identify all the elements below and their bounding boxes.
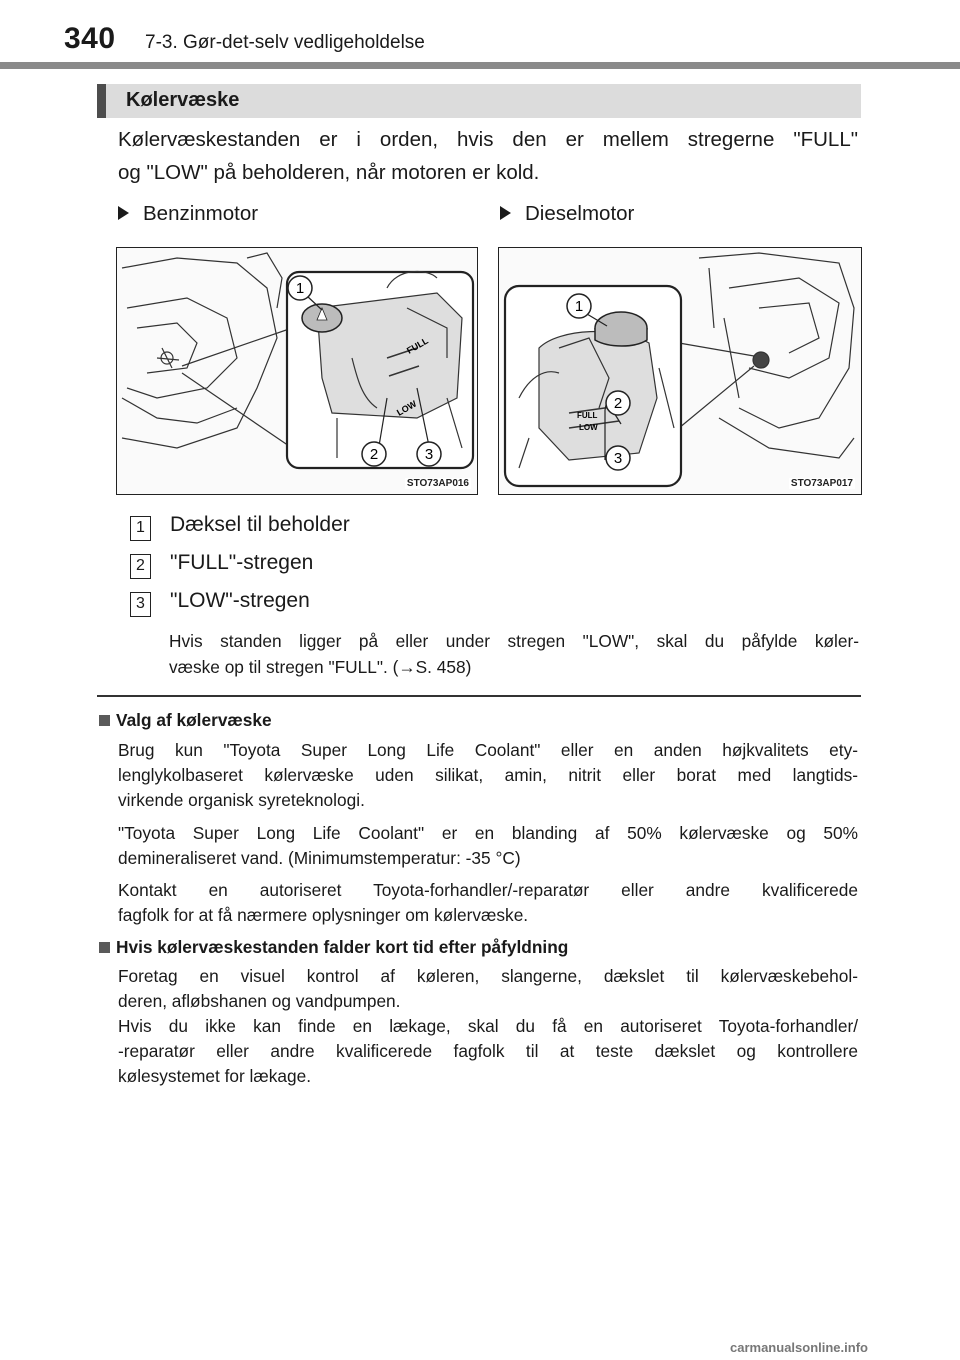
paragraph-line: demineraliseret vand. (Minimumstemperatur: -35 °C) xyxy=(118,848,521,868)
marker-3-label: 3 xyxy=(424,446,434,463)
callout-text: "LOW"-stregen xyxy=(170,589,310,612)
marker-1-label: 1 xyxy=(295,280,305,297)
level-drop-title: Hvis kølervæskestanden falder kort tid efter påfyldning xyxy=(116,937,569,957)
intro-paragraph xyxy=(118,123,858,189)
petrol-engine-label: Benzinmotor xyxy=(143,202,259,225)
section-bar xyxy=(97,84,861,118)
callout-number: 2 xyxy=(130,554,151,579)
petrol-engine-heading xyxy=(118,202,258,226)
coolant-choice-paragraph-1 xyxy=(118,738,858,813)
coolant-choice-heading xyxy=(99,710,272,731)
square-bullet-icon xyxy=(99,942,110,953)
figure-code: STO73AP017 xyxy=(790,478,853,489)
paragraph-line: deren, afløbshanen og vandpumpen. xyxy=(118,991,401,1011)
callout-number: 1 xyxy=(130,516,151,541)
diesel-engine-illustration xyxy=(499,248,861,494)
paragraph-line: -reparatør eller andre kvalificerede fagfolk til at teste dækslet og kontrollere xyxy=(118,1041,858,1061)
square-bullet-icon xyxy=(99,715,110,726)
marker-2-label: 2 xyxy=(613,395,623,412)
paragraph-line: kølesystemet for lækage. xyxy=(118,1066,312,1086)
level-drop-heading xyxy=(99,937,568,958)
triangle-bullet-icon xyxy=(500,206,511,220)
coolant-choice-paragraph-3 xyxy=(118,878,858,928)
page-number: 340 xyxy=(64,22,116,55)
header-rule xyxy=(0,62,960,69)
marker-3-label: 3 xyxy=(613,450,623,467)
section-divider xyxy=(97,695,861,697)
diesel-engine-label: Dieselmotor xyxy=(525,202,635,225)
chapter-title: 7-3. Gør-det-selv vedligeholdelse xyxy=(145,32,425,53)
full-mark-label: FULL xyxy=(577,411,598,420)
paragraph-line: Foretag en visuel kontrol af køleren, slangerne, dækslet til kølervæskebehol- xyxy=(118,966,858,986)
paragraph-line: virkende organisk syreteknologi. xyxy=(118,790,365,810)
level-drop-paragraph xyxy=(118,964,858,1089)
callout-text: Dæksel til beholder xyxy=(170,513,350,536)
coolant-choice-paragraph-2 xyxy=(118,821,858,871)
section-title: Kølervæske xyxy=(126,89,240,111)
callout-text: "FULL"-stregen xyxy=(170,551,314,574)
refill-note xyxy=(169,628,859,680)
paragraph-line: "Toyota Super Long Life Coolant" er en blanding af 50% kølervæske og 50% xyxy=(118,823,858,843)
full-mark-label: FULL xyxy=(405,335,430,356)
figure-code: STO73AP016 xyxy=(406,478,469,489)
marker-2-label: 2 xyxy=(369,446,379,463)
low-mark-label: LOW xyxy=(579,423,598,432)
paragraph-line: Brug kun "Toyota Super Long Life Coolant" eller en anden højkvalitets ety- xyxy=(118,740,858,760)
low-mark-label: LOW xyxy=(395,398,419,418)
petrol-engine-figure xyxy=(116,247,478,495)
paragraph-line: fagfolk for at få nærmere oplysninger om kølervæske. xyxy=(118,905,529,925)
reservoir-shape xyxy=(539,332,657,460)
note-line: væske op til stregen "FULL". (→S. 458) xyxy=(169,657,472,677)
intro-line: og "LOW" på beholderen, når motoren er kold. xyxy=(118,161,540,184)
diesel-engine-figure xyxy=(498,247,862,495)
coolant-choice-title: Valg af kølervæske xyxy=(116,710,272,730)
paragraph-line: Hvis du ikke kan finde en lækage, skal du få en autoriseret Toyota-forhandler/ xyxy=(118,1016,858,1036)
triangle-bullet-icon xyxy=(118,206,129,220)
paragraph-line: lenglykolbaseret kølervæske uden silikat, amin, nitrit eller borat med langtids- xyxy=(118,765,858,785)
callout-number: 3 xyxy=(130,592,151,617)
note-line: Hvis standen ligger på eller under stregen "LOW", skal du påfylde køler- xyxy=(169,631,859,651)
paragraph-line: Kontakt en autoriseret Toyota-forhandler/-reparatør eller andre kvalificerede xyxy=(118,880,858,900)
petrol-engine-illustration xyxy=(117,248,477,494)
watermark: carmanualsonline.info xyxy=(730,1340,868,1355)
intro-line: Kølervæskestanden er i orden, hvis den er mellem stregerne "FULL" xyxy=(118,128,858,151)
diesel-engine-heading xyxy=(500,202,634,226)
marker-1-label: 1 xyxy=(574,298,584,315)
